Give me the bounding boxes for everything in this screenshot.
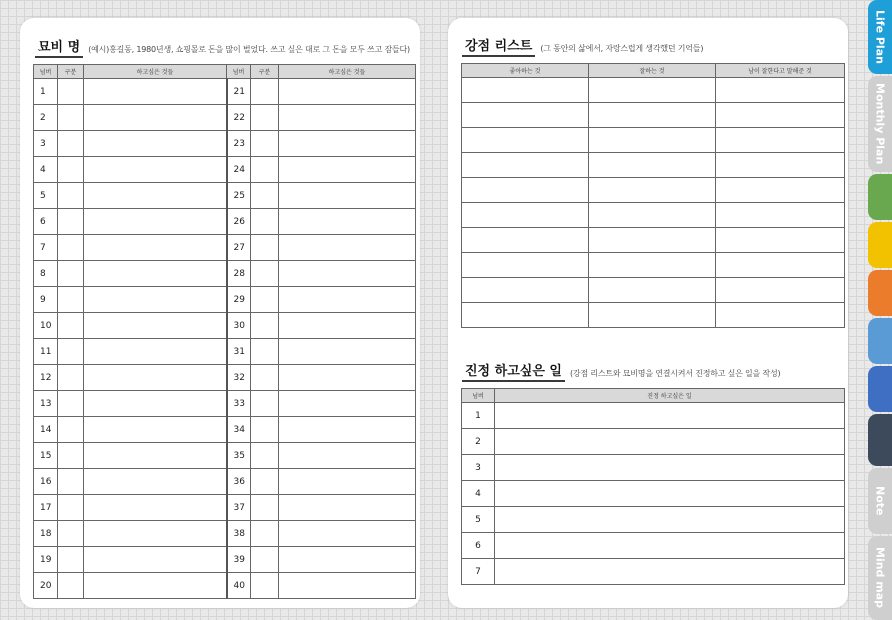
strength-subtitle: (그 동안의 삶에서, 자랑스럽게 생각했던 기억들): [540, 44, 704, 53]
tab-life-plan[interactable]: [868, 0, 892, 74]
wish-cell[interactable]: [279, 391, 416, 417]
row-number: 17: [34, 495, 58, 521]
wish-cell[interactable]: [84, 235, 227, 261]
section-tabs: [868, 0, 892, 620]
row-number: 1: [462, 403, 495, 429]
strength-title: 강점 리스트: [462, 35, 535, 57]
really-title: 진정 하고싶은 일: [462, 360, 565, 382]
tab-monthly-plan[interactable]: [868, 76, 892, 172]
really-want-cell[interactable]: [495, 559, 845, 585]
wish-cell[interactable]: [84, 391, 227, 417]
wish-cell[interactable]: [84, 573, 227, 599]
column-header-praised-for: 남이 잘한다고 말해준 것: [716, 64, 845, 78]
category-cell[interactable]: [251, 183, 279, 209]
table-row: [34, 287, 416, 313]
table-row: [34, 209, 416, 235]
praised-for-cell[interactable]: [716, 178, 845, 203]
category-cell[interactable]: [251, 105, 279, 131]
row-number: 20: [34, 573, 58, 599]
row-number: 40: [227, 573, 251, 599]
table-row: [462, 533, 845, 559]
category-cell[interactable]: [251, 391, 279, 417]
wish-cell[interactable]: [279, 521, 416, 547]
wish-cell[interactable]: [279, 495, 416, 521]
row-number: 4: [34, 157, 58, 183]
good-at-cell[interactable]: [589, 103, 716, 128]
table-row: [462, 481, 845, 507]
wish-cell[interactable]: [279, 131, 416, 157]
tab-note[interactable]: [868, 468, 892, 534]
wish-cell[interactable]: [84, 105, 227, 131]
tab-color-5[interactable]: [868, 270, 892, 316]
table-row: [462, 455, 845, 481]
row-number: 35: [227, 443, 251, 469]
row-number: 25: [227, 183, 251, 209]
good-at-cell[interactable]: [589, 78, 716, 103]
wish-cell[interactable]: [279, 417, 416, 443]
table-row: [34, 157, 416, 183]
wish-cell[interactable]: [279, 547, 416, 573]
tab-label: Life Plan: [873, 10, 887, 64]
good-at-cell[interactable]: [589, 178, 716, 203]
row-number: 34: [227, 417, 251, 443]
really-want-cell[interactable]: [495, 403, 845, 429]
tab-mind-map[interactable]: [868, 536, 892, 620]
table-row: [34, 547, 416, 573]
praised-for-cell[interactable]: [716, 103, 845, 128]
really-table: [461, 388, 845, 585]
wish-cell[interactable]: [279, 261, 416, 287]
row-number: 2: [34, 105, 58, 131]
row-number: 38: [227, 521, 251, 547]
really-want-cell[interactable]: [495, 533, 845, 559]
column-header-number: 넘버: [227, 65, 251, 79]
wish-cell[interactable]: [84, 131, 227, 157]
row-number: 36: [227, 469, 251, 495]
wish-cell[interactable]: [84, 313, 227, 339]
category-cell[interactable]: [251, 235, 279, 261]
wish-cell[interactable]: [84, 469, 227, 495]
likes-cell[interactable]: [462, 78, 589, 103]
table-row: [34, 391, 416, 417]
row-number: 24: [227, 157, 251, 183]
table-row: [462, 403, 845, 429]
wish-cell[interactable]: [279, 209, 416, 235]
row-number: 15: [34, 443, 58, 469]
row-number: 28: [227, 261, 251, 287]
praised-for-cell[interactable]: [716, 253, 845, 278]
row-number: 30: [227, 313, 251, 339]
myobi-table: [33, 64, 416, 599]
category-cell[interactable]: [251, 313, 279, 339]
praised-for-cell[interactable]: [716, 303, 845, 328]
table-row: [462, 429, 845, 455]
column-header-category: 구분: [58, 65, 84, 79]
table-row: [462, 303, 845, 328]
praised-for-cell[interactable]: [716, 203, 845, 228]
category-cell[interactable]: [58, 131, 84, 157]
table-row: [462, 153, 845, 178]
category-cell[interactable]: [58, 339, 84, 365]
row-number: 7: [462, 559, 495, 585]
tab-color-8[interactable]: [868, 414, 892, 466]
category-cell[interactable]: [58, 313, 84, 339]
likes-cell[interactable]: [462, 178, 589, 203]
row-number: 2: [462, 429, 495, 455]
wish-cell[interactable]: [84, 521, 227, 547]
category-cell[interactable]: [58, 79, 84, 105]
table-row: [462, 128, 845, 153]
row-number: 27: [227, 235, 251, 261]
table-row: [34, 131, 416, 157]
column-header-number: 넘버: [34, 65, 58, 79]
row-number: 7: [34, 235, 58, 261]
tab-color-7[interactable]: [868, 366, 892, 412]
table-row: [462, 507, 845, 533]
category-cell[interactable]: [58, 573, 84, 599]
wish-cell[interactable]: [279, 79, 416, 105]
table-row: [34, 365, 416, 391]
table-row: [462, 559, 845, 585]
likes-cell[interactable]: [462, 228, 589, 253]
strength-table: [461, 63, 845, 328]
table-row: [34, 261, 416, 287]
really-want-cell[interactable]: [495, 429, 845, 455]
wish-cell[interactable]: [279, 443, 416, 469]
good-at-cell[interactable]: [589, 228, 716, 253]
wish-cell[interactable]: [84, 443, 227, 469]
category-cell[interactable]: [58, 235, 84, 261]
row-number: 31: [227, 339, 251, 365]
praised-for-cell[interactable]: [716, 278, 845, 303]
row-number: 16: [34, 469, 58, 495]
category-cell[interactable]: [58, 209, 84, 235]
row-number: 23: [227, 131, 251, 157]
row-number: 4: [462, 481, 495, 507]
category-cell[interactable]: [251, 157, 279, 183]
row-number: 33: [227, 391, 251, 417]
row-number: 3: [462, 455, 495, 481]
likes-cell[interactable]: [462, 253, 589, 278]
praised-for-cell[interactable]: [716, 153, 845, 178]
category-cell[interactable]: [251, 495, 279, 521]
wish-cell[interactable]: [84, 79, 227, 105]
really-subtitle: (강점 리스트와 묘비명을 연결시켜서 진정하고 싶은 일을 작성): [569, 369, 781, 378]
wish-cell[interactable]: [84, 157, 227, 183]
praised-for-cell[interactable]: [716, 78, 845, 103]
column-header-really-want: 진정 하고싶은 일: [495, 389, 845, 403]
row-number: 19: [34, 547, 58, 573]
row-number: 6: [34, 209, 58, 235]
row-number: 14: [34, 417, 58, 443]
row-number: 11: [34, 339, 58, 365]
row-number: 8: [34, 261, 58, 287]
category-cell[interactable]: [58, 157, 84, 183]
likes-cell[interactable]: [462, 278, 589, 303]
column-header-wishes: 하고싶은 것들: [84, 65, 227, 79]
wish-cell[interactable]: [279, 339, 416, 365]
myobi-subtitle: (예시)홍길동, 1980년생, 쇼핑몰로 돈을 많이 벌었다. 쓰고 싶은 대로 그 돈을 모두 쓰고 잠들다): [88, 45, 410, 54]
table-row: [34, 573, 416, 599]
tab-label: Mind map: [873, 547, 887, 609]
wish-cell[interactable]: [279, 365, 416, 391]
table-row: [462, 178, 845, 203]
wish-cell[interactable]: [84, 365, 227, 391]
category-cell[interactable]: [251, 261, 279, 287]
category-cell[interactable]: [251, 209, 279, 235]
strength-header: [462, 35, 703, 57]
wish-cell[interactable]: [84, 417, 227, 443]
myobi-header-row: [34, 65, 416, 79]
column-header-likes: 좋아하는 것: [462, 64, 589, 78]
category-cell[interactable]: [58, 365, 84, 391]
table-row: [34, 469, 416, 495]
wish-cell[interactable]: [84, 547, 227, 573]
table-row: [34, 339, 416, 365]
category-cell[interactable]: [251, 131, 279, 157]
row-number: 39: [227, 547, 251, 573]
category-cell[interactable]: [58, 105, 84, 131]
wish-cell[interactable]: [279, 313, 416, 339]
wish-cell[interactable]: [84, 183, 227, 209]
row-number: 26: [227, 209, 251, 235]
tab-label: Note: [873, 486, 887, 516]
wish-cell[interactable]: [84, 495, 227, 521]
table-row: [34, 495, 416, 521]
wish-cell[interactable]: [279, 183, 416, 209]
good-at-cell[interactable]: [589, 153, 716, 178]
praised-for-cell[interactable]: [716, 228, 845, 253]
table-row: [34, 105, 416, 131]
table-row: [34, 183, 416, 209]
tab-color-3[interactable]: [868, 174, 892, 220]
really-header: [462, 360, 780, 382]
row-number: 1: [34, 79, 58, 105]
row-number: 37: [227, 495, 251, 521]
category-cell[interactable]: [251, 469, 279, 495]
good-at-cell[interactable]: [589, 203, 716, 228]
good-at-cell[interactable]: [589, 253, 716, 278]
category-cell[interactable]: [58, 183, 84, 209]
right-page: [448, 18, 848, 608]
table-row: [34, 79, 416, 105]
category-cell[interactable]: [251, 417, 279, 443]
category-cell[interactable]: [58, 287, 84, 313]
category-cell[interactable]: [251, 79, 279, 105]
really-header-row: [462, 389, 845, 403]
category-cell[interactable]: [58, 469, 84, 495]
category-cell[interactable]: [251, 521, 279, 547]
good-at-cell[interactable]: [589, 128, 716, 153]
row-number: 12: [34, 365, 58, 391]
row-number: 29: [227, 287, 251, 313]
likes-cell[interactable]: [462, 203, 589, 228]
category-cell[interactable]: [58, 391, 84, 417]
category-cell[interactable]: [58, 443, 84, 469]
likes-cell[interactable]: [462, 303, 589, 328]
category-cell[interactable]: [251, 365, 279, 391]
table-row: [462, 203, 845, 228]
table-row: [462, 278, 845, 303]
wish-cell[interactable]: [84, 339, 227, 365]
table-row: [462, 103, 845, 128]
tab-label: Monthly Plan: [873, 83, 887, 165]
tab-color-6[interactable]: [868, 318, 892, 364]
column-header-number: 넘버: [462, 389, 495, 403]
myobi-header: [35, 36, 410, 58]
category-cell[interactable]: [58, 261, 84, 287]
wish-cell[interactable]: [84, 209, 227, 235]
table-row: [34, 417, 416, 443]
strength-header-row: [462, 64, 845, 78]
wish-cell[interactable]: [279, 287, 416, 313]
category-cell[interactable]: [58, 521, 84, 547]
likes-cell[interactable]: [462, 128, 589, 153]
row-number: 9: [34, 287, 58, 313]
category-cell[interactable]: [251, 287, 279, 313]
category-cell[interactable]: [251, 339, 279, 365]
table-row: [34, 313, 416, 339]
really-want-cell[interactable]: [495, 507, 845, 533]
table-row: [34, 443, 416, 469]
category-cell[interactable]: [58, 495, 84, 521]
wish-cell[interactable]: [279, 157, 416, 183]
row-number: 6: [462, 533, 495, 559]
likes-cell[interactable]: [462, 103, 589, 128]
category-cell[interactable]: [251, 573, 279, 599]
table-row: [34, 521, 416, 547]
table-row: [34, 235, 416, 261]
row-number: 3: [34, 131, 58, 157]
row-number: 13: [34, 391, 58, 417]
category-cell[interactable]: [58, 417, 84, 443]
praised-for-cell[interactable]: [716, 128, 845, 153]
column-header-wishes: 하고싶은 것들: [279, 65, 416, 79]
table-row: [462, 78, 845, 103]
row-number: 5: [462, 507, 495, 533]
wish-cell[interactable]: [84, 287, 227, 313]
table-row: [462, 253, 845, 278]
left-page: [20, 18, 420, 608]
good-at-cell[interactable]: [589, 303, 716, 328]
column-header-category: 구분: [251, 65, 279, 79]
wish-cell[interactable]: [279, 573, 416, 599]
row-number: 18: [34, 521, 58, 547]
row-number: 10: [34, 313, 58, 339]
row-number: 21: [227, 79, 251, 105]
wish-cell[interactable]: [279, 235, 416, 261]
myobi-title: 묘비 명: [35, 36, 83, 58]
wish-cell[interactable]: [279, 105, 416, 131]
wish-cell[interactable]: [84, 261, 227, 287]
table-row: [462, 228, 845, 253]
category-cell[interactable]: [58, 547, 84, 573]
really-want-cell[interactable]: [495, 455, 845, 481]
row-number: 32: [227, 365, 251, 391]
wish-cell[interactable]: [279, 469, 416, 495]
tab-color-4[interactable]: [868, 222, 892, 268]
category-cell[interactable]: [251, 443, 279, 469]
row-number: 22: [227, 105, 251, 131]
really-want-cell[interactable]: [495, 481, 845, 507]
column-header-good-at: 잘하는 것: [589, 64, 716, 78]
likes-cell[interactable]: [462, 153, 589, 178]
category-cell[interactable]: [251, 547, 279, 573]
good-at-cell[interactable]: [589, 278, 716, 303]
row-number: 5: [34, 183, 58, 209]
